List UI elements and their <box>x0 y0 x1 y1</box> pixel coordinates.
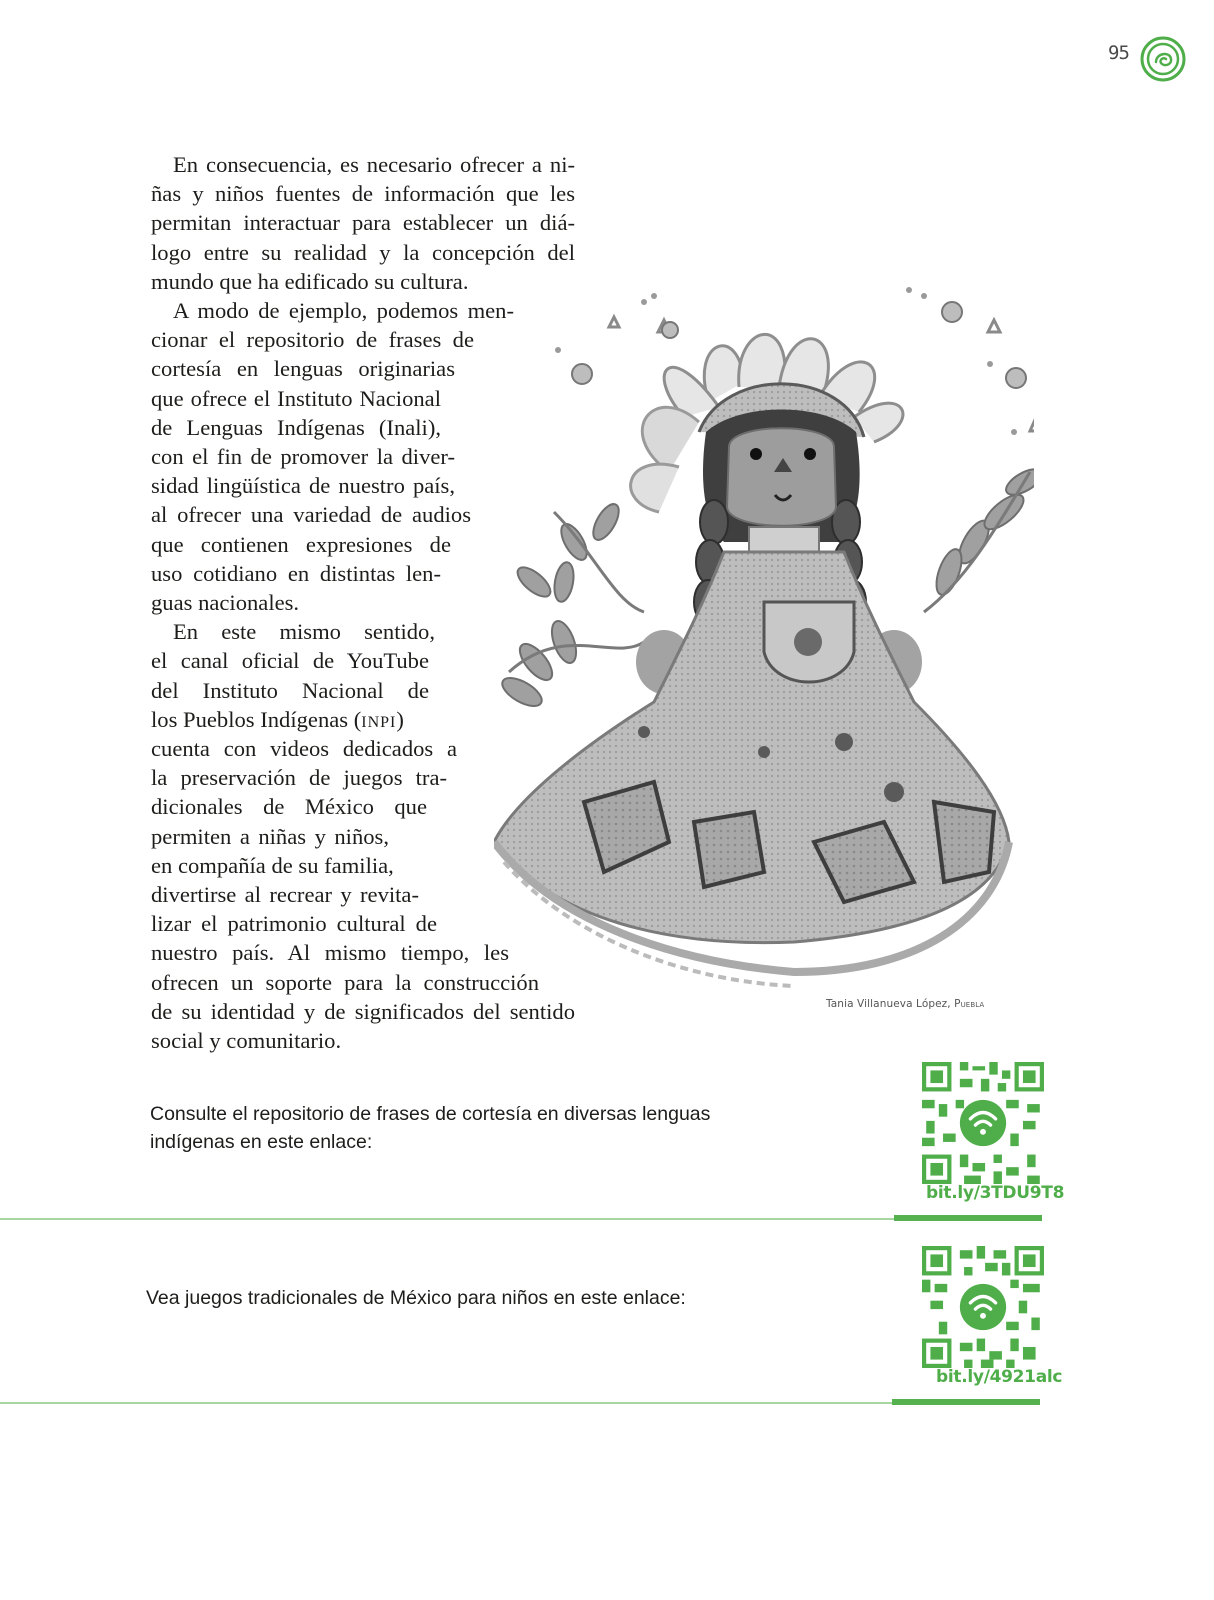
text-line: en compañía de su familia, <box>151 852 394 878</box>
page-number: 95 <box>1108 42 1129 64</box>
text-line: que contienen expresiones de <box>151 531 451 557</box>
text-line: divertirse al recrear y revita- <box>151 882 419 908</box>
text-line: el canal oficial de YouTube <box>151 648 429 674</box>
text-line: la preservación de juegos tra- <box>151 765 447 791</box>
inpi-abbreviation: inpi <box>361 706 397 732</box>
text-line: nuestro país. Al mismo tiempo, les <box>151 940 509 966</box>
text-line: al ofrecer una variedad de audios <box>151 502 471 528</box>
divider <box>0 1218 896 1220</box>
text-line: con el fin de promover la diver- <box>151 444 455 470</box>
illustration-credit: Tania Villanueva López, Puebla <box>826 998 985 1010</box>
text-line: A modo de ejemplo, podemos men- <box>173 298 514 324</box>
text-line: En consecuencia, es necesario ofrecer a ni- <box>173 152 575 177</box>
text-line: cuenta con videos dedicados a <box>151 736 457 762</box>
text-line: que ofrece el Instituto Nacional <box>151 385 441 411</box>
text-line: los Pueblos Indígenas (inpi) <box>151 706 404 732</box>
text-line: logo entre su realidad y la concepción del <box>151 239 575 265</box>
divider-accent <box>894 1215 1042 1221</box>
link-note: Consulte el repositorio de frases de cortesía en diversas lenguas indígenas en este enlace: <box>150 1103 711 1153</box>
divider <box>0 1402 894 1404</box>
text-line: permiten a niñas y niños, <box>151 823 389 849</box>
green-spiral-logo-icon <box>1140 36 1186 82</box>
text-line: sidad lingüística de nuestro país, <box>151 473 455 499</box>
text-line: dicionales de México que <box>151 794 427 820</box>
text-line: de su identidad y de significados del sentido <box>151 998 575 1024</box>
text-line: permitan interactuar para establecer un diá- <box>151 210 575 236</box>
text-line: guas nacionales. <box>151 590 300 616</box>
text-line: mundo que ha edificado su cultura. <box>151 268 469 294</box>
qr-code-inali[interactable] <box>922 1062 1044 1184</box>
text-line: de Lenguas Indígenas (Inali), <box>151 414 441 440</box>
link-note: Vea juegos tradicionales de México para niños en este enlace: <box>146 1287 686 1309</box>
text-line: del Instituto Nacional de <box>151 677 429 703</box>
text-line: cortesía en lenguas originarias <box>151 356 455 382</box>
text-line: ñas y niños fuentes de información que les <box>151 181 575 207</box>
divider-accent <box>892 1399 1040 1405</box>
text-line: lizar el patrimonio cultural de <box>151 911 437 937</box>
text-line: En este mismo sentido, <box>173 619 435 645</box>
text-line: cionar el repositorio de frases de <box>151 327 474 353</box>
doll-illustration <box>494 282 1034 994</box>
text-line: uso cotidiano en distintas len- <box>151 560 441 586</box>
qr-code-inpi[interactable] <box>922 1246 1044 1368</box>
short-link[interactable]: bit.ly/4921alc <box>936 1367 1063 1387</box>
short-link[interactable]: bit.ly/3TDU9T8 <box>926 1183 1065 1203</box>
text-line: social y comunitario. <box>151 1028 342 1054</box>
text-line: ofrecen un soporte para la construcción <box>151 969 539 995</box>
